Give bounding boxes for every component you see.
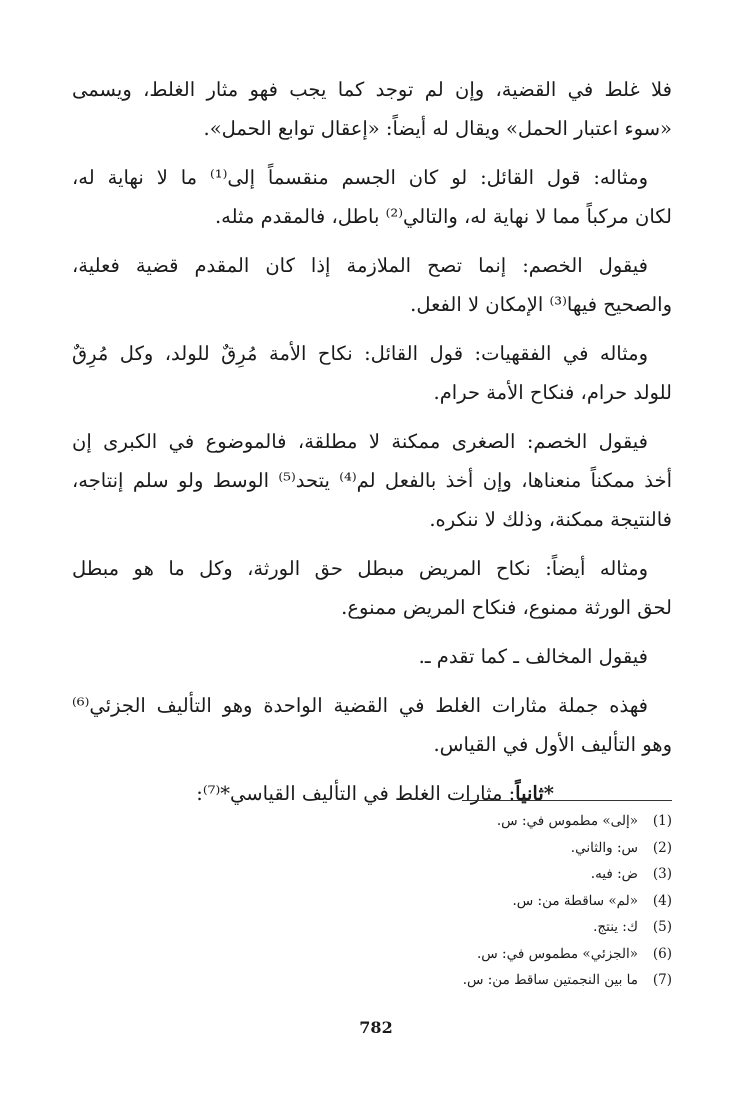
text-line: ومثاله أيضاً: نكاح المريض مبطل حق الورثة، وكل ما هو مبطل [72, 557, 648, 580]
text-line: أخذ ممكناً منعناها، وإن أخذ بالفعل لم⁽⁴⁾ يتحد⁽⁵⁾ الوسط ولو سلم إنتاجه، [72, 469, 672, 492]
text-line: لكان مركباً مما لا نهاية له، والتالي⁽²⁾ باطل، فالمقدم مثله. [214, 205, 672, 228]
text-line: ومثاله في الفقهيات: قول القائل: نكاح الأمة مُرِقٌ للولد، وكل مُرِقٌ [72, 342, 648, 365]
paragraph-6 [72, 549, 672, 627]
footnote [312, 808, 672, 835]
footnote-text: «لم» ساقطة من: س. [512, 892, 638, 909]
footnote [312, 967, 672, 994]
footnote-number: (3) [652, 866, 672, 882]
footnote-text: «الجزئي» مطموس في: س. [476, 945, 638, 962]
paragraph-8 [72, 686, 672, 764]
paragraph-4 [72, 334, 672, 412]
text-line: فهذه جملة مثارات الغلط في القضية الواحدة وهو التأليف الجزئي⁽⁶⁾ [72, 694, 648, 717]
footnote-number: (2) [652, 839, 672, 856]
text-line: فيقول الخصم: إنما تصح الملازمة إذا كان المقدم قضية فعلية، [72, 254, 648, 277]
text-line: فيقول الخصم: الصغرى ممكنة لا مطلقة، فالموضوع في الكبرى إن [72, 430, 648, 453]
paragraph-1 [72, 70, 672, 148]
paragraph-5 [72, 422, 672, 539]
footnote-text: ك: ينتج. [593, 919, 638, 935]
text-line: وهو التأليف الأول في القياس. [433, 733, 672, 756]
text-line: والصحيح فيها⁽³⁾ الإمكان لا الفعل. [410, 293, 672, 316]
footnote-text: س: والثاني. [570, 839, 638, 856]
text-line: فالنتيجة ممكنة، وذلك لا ننكره. [429, 508, 672, 531]
heading-label: *ثانياً [515, 782, 554, 805]
heading-title: : مثارات الغلط في التأليف القياسي*⁽⁷⁾: [196, 782, 516, 805]
footnote-divider [462, 800, 672, 801]
page-number: 782 [359, 1018, 393, 1037]
text-line: فلا غلط في القضية، وإن لم توجد كما يجب فهو مثار الغلط، ويسمى [72, 78, 672, 101]
text-line: لحق الورثة ممنوع، فنكاح المريض ممنوع. [341, 596, 672, 619]
footnote [312, 914, 672, 941]
footnote-number: (7) [652, 972, 672, 988]
paragraph-2 [72, 158, 672, 236]
footnote-text: «إلى» مطموس في: س. [496, 813, 638, 829]
footnote [312, 835, 672, 862]
paragraph-3 [72, 246, 672, 324]
paragraph-7 [72, 637, 672, 676]
footnote-number: (5) [652, 919, 672, 935]
footnote-text: ما بين النجمتين ساقط من: س. [462, 972, 638, 988]
footnote-text: ض: فيه. [590, 866, 638, 882]
text-line: فيقول المخالف ـ كما تقدم ـ. [418, 645, 648, 668]
footnote [312, 861, 672, 888]
footnote [312, 888, 672, 915]
footnote-number: (1) [652, 813, 672, 829]
text-line: ومثاله: قول القائل: لو كان الجسم منقسماً إلى⁽¹⁾ ما لا نهاية له، [72, 166, 648, 189]
footnote [312, 941, 672, 968]
footnotes [312, 808, 672, 994]
page-body [72, 70, 672, 813]
text-line: «سوء اعتبار الحمل» ويقال له أيضاً: «إعقال توابع الحمل». [203, 117, 672, 140]
footnote-number: (6) [652, 945, 672, 962]
text-line: للولد حرام، فنكاح الأمة حرام. [433, 381, 672, 404]
footnote-number: (4) [652, 892, 672, 909]
